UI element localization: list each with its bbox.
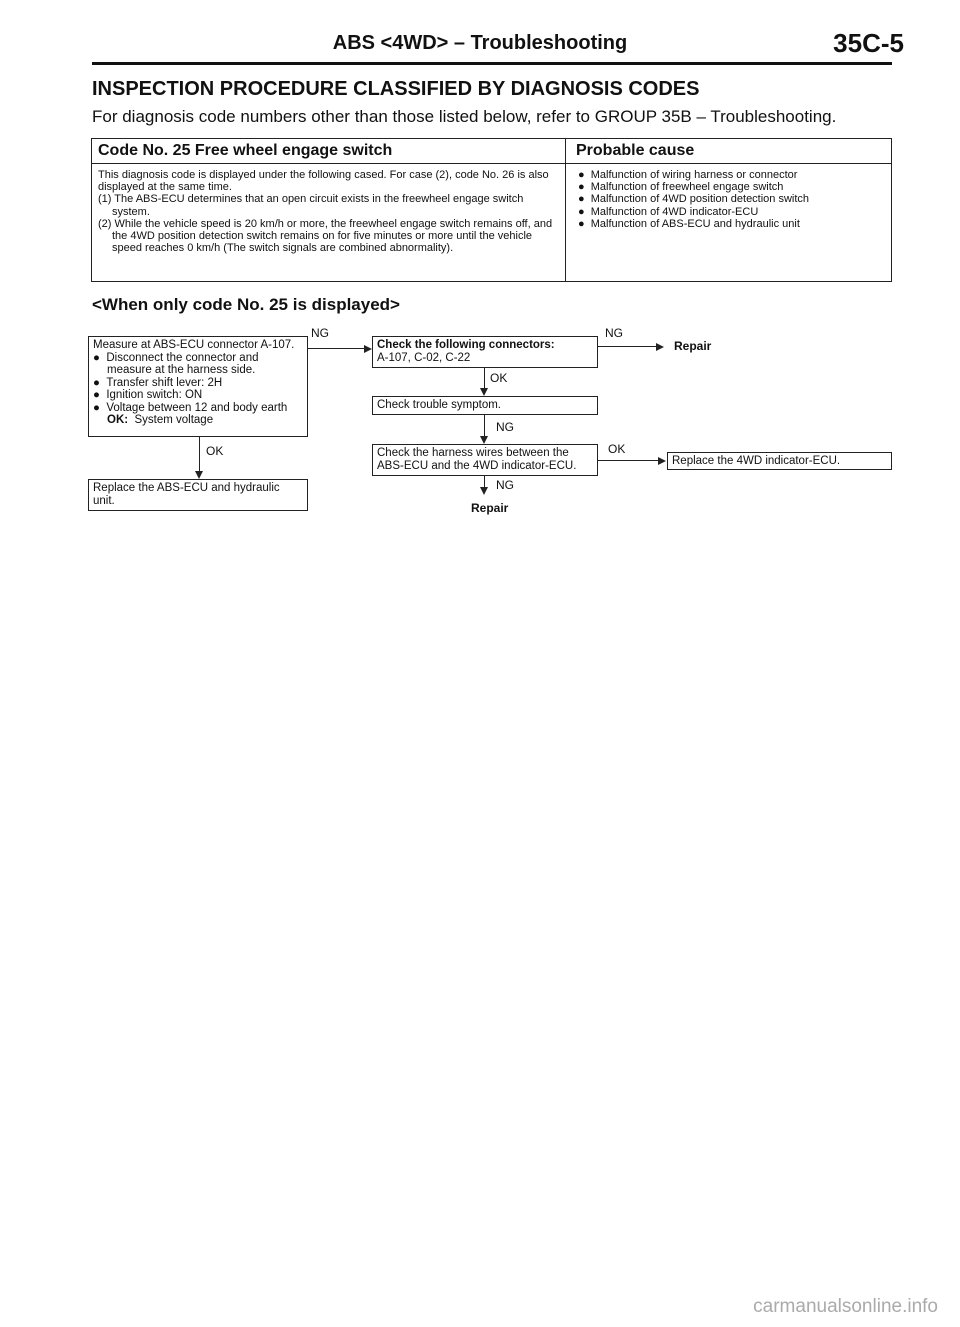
replace-4wd-box (667, 452, 892, 470)
watermark: carmanualsonline.info (753, 1296, 938, 1317)
page-header-title: ABS <4WD> – Troubleshooting (332, 32, 628, 54)
measure-box (88, 336, 308, 437)
table-column-divider (565, 139, 566, 281)
measure-step: ● Ignition switch: ON (93, 389, 203, 401)
check-harness-box (372, 444, 598, 476)
code-header: Code No. 25 Free wheel engage switch (98, 142, 393, 159)
page-number: 35C-5 (833, 28, 904, 58)
connector-line (598, 346, 658, 347)
arrow-down (480, 388, 488, 396)
diagnosis-table (91, 138, 892, 282)
replace-abs-text: Replace the ABS-ECU and hydraulic unit. (93, 482, 280, 507)
repair-label: Repair (471, 501, 509, 515)
check-connectors-title: Check the following connectors: (377, 339, 555, 351)
measure-ok-condition: OK: System voltage (107, 414, 214, 426)
arrow-right (658, 457, 666, 465)
measure-step: ● Disconnect the connector and measure at the harness side. (93, 351, 259, 376)
connector-line (484, 415, 485, 437)
section-title: INSPECTION PROCEDURE CLASSIFIED BY DIAGNOSIS CODES (92, 78, 700, 100)
flowchart-title: <When only code No. 25 is displayed> (92, 295, 400, 314)
cause-item: ● Malfunction of 4WD position detection switch (578, 193, 810, 206)
table-header-divider (92, 163, 891, 164)
arrow-down (480, 436, 488, 444)
check-connectors-box (372, 336, 598, 368)
desc-case-2: (2) While the vehicle speed is 20 km/h or more, the freewheel engage switch remains off, and the 4WD position detection switch remains on for five minutes or more until the vehicle speed reaches 0 km/h (The switch signals are combined abnormality). (98, 217, 553, 255)
code-description (98, 169, 558, 254)
ng-label: NG (496, 478, 514, 492)
replace-abs-box (88, 479, 308, 511)
ok-label: OK (206, 444, 224, 458)
arrow-down (480, 487, 488, 495)
arrow-down (195, 471, 203, 479)
replace-4wd-text: Replace the 4WD indicator-ECU. (672, 455, 841, 467)
check-connectors-list: A-107, C-02, C-22 (377, 351, 471, 364)
ng-label: NG (496, 420, 514, 434)
cause-item: ● Malfunction of 4WD indicator-ECU (578, 205, 759, 218)
connector-line (308, 348, 366, 349)
desc-intro: This diagnosis code is displayed under the following cased. For case (2), code No. 26 is also displayed at the same time. (98, 169, 549, 194)
cause-item: ● Malfunction of wiring harness or connector (578, 169, 798, 181)
cause-item: ● Malfunction of ABS-ECU and hydraulic unit (578, 217, 800, 230)
check-symptom-box (372, 396, 598, 415)
ng-label: NG (605, 326, 623, 340)
connector-line (598, 460, 660, 461)
ok-label: OK (608, 442, 626, 456)
check-harness-text: Check the harness wires between the ABS-ECU and the 4WD indicator-ECU. (377, 447, 577, 472)
measure-step: ● Voltage between 12 and body earth (93, 401, 288, 414)
probable-causes-list (578, 169, 809, 230)
ok-label: OK (490, 371, 508, 385)
arrow-right (656, 343, 664, 351)
ng-label: NG (311, 326, 329, 340)
measure-title: Measure at ABS-ECU connector A-107. (93, 339, 295, 351)
header-rule (92, 62, 892, 65)
arrow-right (364, 345, 372, 353)
measure-step: ● Transfer shift lever: 2H (93, 376, 223, 389)
check-symptom-text: Check trouble symptom. (377, 399, 501, 411)
connector-line (484, 368, 485, 389)
repair-label: Repair (674, 339, 712, 353)
cause-header: Probable cause (576, 142, 695, 159)
connector-line (199, 437, 200, 472)
intro-text: For diagnosis code numbers other than those listed below, refer to GROUP 35B – Troubleshooting. (92, 107, 837, 126)
desc-case-1: (1) The ABS-ECU determines that an open circuit exists in the freewheel engage switch system. (98, 193, 524, 218)
cause-item: ● Malfunction of freewheel engage switch (578, 181, 784, 194)
